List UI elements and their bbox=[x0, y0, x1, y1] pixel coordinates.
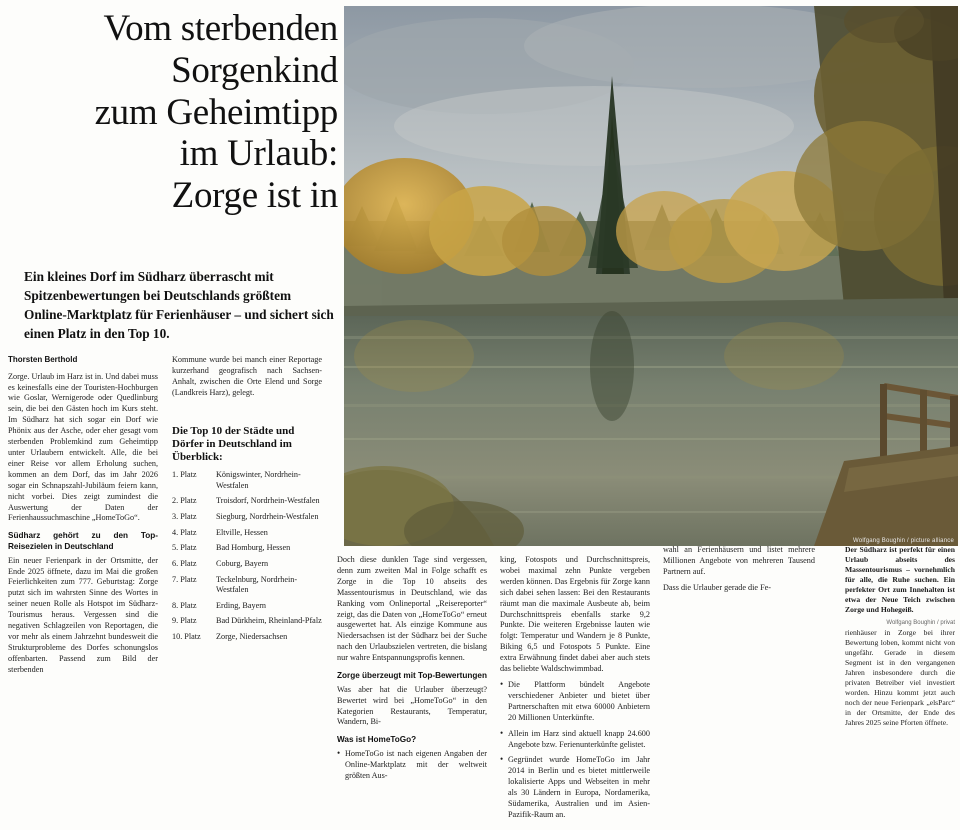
subheading: Zorge überzeugt mit Top-Bewertungen bbox=[337, 671, 487, 681]
headline-line-2: Sorgenkind bbox=[171, 49, 338, 91]
top10-place: Troisdorf, Nordrhein-Westfalen bbox=[216, 496, 320, 506]
top10-place: Siegburg, Nordrhein-Westfalen bbox=[216, 511, 319, 521]
list-item: • HomeToGo ist nach eigenen Angaben der Online-Marktplatz mit der weltweit größten Aus- bbox=[337, 749, 487, 782]
article-column-2 bbox=[172, 355, 322, 404]
article-column-5 bbox=[663, 545, 815, 599]
top10-place: Zorge, Niedersachsen bbox=[216, 632, 288, 642]
photo-credit: Wolfgang Boughin / picture alliance bbox=[853, 538, 954, 544]
top10-rank: 1. Platz bbox=[172, 469, 197, 479]
top10-box bbox=[172, 425, 322, 648]
list-item: • Die Plattform bündelt Angebote verschiedener Anbieter und bietet über Partnerschaften mit etwa 60000 Anbietern 20 Millionen Unterkünfte. bbox=[500, 680, 650, 724]
article-column-3 bbox=[337, 555, 487, 787]
top10-place: Bad Dürkheim, Rheinland-Pfalz bbox=[216, 616, 322, 626]
paragraph: Doch diese dunklen Tage sind vergessen, denn zum zweiten Mal in Folge schafft es Zorge in die Top 10 abseits des Massentourismus in Deutschland, wie das Ranking vom Onlineportal „Reisereporter“ zeigt, das die Daten von „HomeToGo“ erneut ausgewertet hat. Als einzige Kommune aus Niedersachsen ist der Südharz bei der Suche nach den Urlaubszielen vertreten, die bislang nur wahre Entspannungsprofis kennen. bbox=[337, 555, 487, 663]
top10-rank: 4. Platz bbox=[172, 527, 197, 537]
lead-photo bbox=[344, 6, 958, 546]
top10-rank: 9. Platz bbox=[172, 616, 197, 626]
infobox-bullets bbox=[337, 749, 487, 782]
headline-line-3: zum Geheimtipp bbox=[94, 91, 338, 133]
paragraph: Kommune wurde bei manch einer Reportage kurzerhand geografisch nach Sachsen-Anhalt, zwischen die Orte Elend und Sorge (Landkreis Harz), gelegt. bbox=[172, 355, 322, 397]
paragraph: Was aber hat die Urlauber überzeugt? Bewertet wird bei „HomeToGo“ in den Kategorien Restaurants, Temperatur, Wandern, Bi- bbox=[337, 684, 487, 727]
page-headline bbox=[8, 8, 338, 217]
article-column-1 bbox=[8, 355, 158, 681]
top10-rank: 5. Platz bbox=[172, 543, 197, 553]
infobox-heading: Was ist HomeToGo? bbox=[337, 735, 417, 745]
photo-caption: Der Südharz ist perfekt für einen Urlaub abseits des Massentourismus – vornehmlich für alle, die Ruhe suchen. Ein perfekter Ort zum Innehalten ist etwa der Neue Teich zwischen Zorge und Hohegeiß. bbox=[845, 545, 955, 615]
list-item: • Gegründet wurde HomeToGo im Jahr 2014 in Berlin und es bietet mittlerweile lokalisierte Apps und Webseiten in mehr als 30 Ländern in Europa, Nordamerika, Südamerika, Australien und im Asien-Pazifik-Raum an. bbox=[500, 755, 650, 820]
list-item bbox=[172, 601, 322, 612]
headline-line-4: im Urlaub: bbox=[179, 133, 338, 175]
list-item: • Allein im Harz sind aktuell knapp 24.600 Angebote bzw. Ferienunterkünfte gelistet. bbox=[500, 729, 650, 751]
headline-line-5: Zorge ist in bbox=[171, 175, 338, 217]
article-column-6 bbox=[845, 545, 955, 733]
top10-place: Coburg, Bayern bbox=[216, 558, 269, 568]
paragraph: wahl an Ferienhäusern und listet mehrere Millionen Angebote von mehreren Tausend Partnern auf. bbox=[663, 545, 815, 576]
standfirst: Ein kleines Dorf im Südharz überrascht mit Spitzenbewertungen bei Deutschlands größtem Online-Marktplatz für Ferienhäuser – und sichert sich einen Platz in den Top 10. bbox=[24, 269, 334, 341]
top10-rank: 2. Platz bbox=[172, 496, 197, 506]
list-item bbox=[172, 632, 322, 643]
top10-place: Eltville, Hessen bbox=[216, 527, 268, 537]
infobox-bullets-continued bbox=[500, 680, 650, 821]
byline: Thorsten Berthold bbox=[8, 355, 78, 364]
top10-rank: 6. Platz bbox=[172, 558, 197, 568]
list-item bbox=[172, 512, 322, 523]
top10-rank: 7. Platz bbox=[172, 574, 197, 584]
article-column-4 bbox=[500, 555, 650, 826]
paragraph: Ein neuer Ferienpark in der Ortsmitte, der Ende 2025 öffnete, dazu im Mai die großen Feierlichkeiten zum 777. Geburtstag: Zorge putzt sich im wahrsten Sinne des Wortes in seiner neuen Rolle als Hotspot im Südharz-Tourismus heraus. Vergessen sind die negativen Schlagzeilen von Reportagen, die vor mehr als einem Jahrzehnt bundesweit die Strukturprobleme des Dorfes schonungslos offenbarten. Passend zum Bild der sterbenden bbox=[8, 555, 158, 674]
list-item bbox=[172, 543, 322, 554]
paragraph: Dass die Urlauber gerade die Fe- bbox=[663, 582, 771, 592]
paragraph: Zorge. Urlaub im Harz ist in. Und dabei muss es keinesfalls eine der Touristen-Hochburgen wie Goslar, Wernigerode oder Quedlinburg sein, die bei den Gästen hoch im Kurs steht. Im Südharz hat sich sogar ein Dorf wie Phönix aus der Asche, oder eher gesagt vom sterbenden Problemkind zum Geheimtipp unter Urlaubern entwickelt. Alle, die bei einer Reise vor allem Erholung suchen, kommen an dem Dorf, das im Jahr 2026 sogar ein Schnapszahl-Jubiläum feiern kann, nicht vorbei. Dies zeigt zumindest die Auswertung der Daten der Ferienhaussuchmaschine „HomeToGo“. bbox=[8, 371, 158, 523]
top10-place: Erding, Bayern bbox=[216, 600, 267, 610]
top10-place: Bad Homburg, Hessen bbox=[216, 543, 291, 553]
subheading: Südharz gehört zu den Top-Reisezielen in Deutschland bbox=[8, 531, 158, 551]
list-item bbox=[172, 528, 322, 539]
list-item bbox=[172, 470, 322, 491]
list-item bbox=[172, 616, 322, 627]
top10-place: Königswinter, Nordrhein-Westfalen bbox=[216, 469, 301, 490]
top10-rank: 10. Platz bbox=[172, 632, 201, 642]
list-item bbox=[172, 559, 322, 570]
list-item bbox=[172, 575, 322, 596]
headline-line-1: Vom sterbenden bbox=[103, 8, 338, 49]
top10-rank: 3. Platz bbox=[172, 511, 197, 521]
top10-title: Die Top 10 der Städte und Dörfer in Deutschland im Überblick: bbox=[172, 425, 295, 463]
list-item bbox=[172, 496, 322, 507]
top10-list bbox=[172, 470, 322, 643]
top10-rank: 8. Platz bbox=[172, 600, 197, 610]
paragraph: rienhäuser in Zorge bei ihrer Bewertung loben, kommt nicht von ungefähr. Gerade in diesem Segment ist in den vergangenen Jahren insbesondere durch die privaten Betreiber viel investiert worden. Hinzu kommt jetzt auch noch der neue Ferienpark „elsParc“ in der Ortsmitte, der Ende des Jahres 2025 seine Pforten öffnete. bbox=[845, 628, 955, 728]
caption-credit: Wolfgang Boughin / privat bbox=[886, 620, 955, 627]
paragraph: king, Fotospots und Durchschnittspreis, wobei maximal zehn Punkte vergeben werden können. Das Ergebnis für Zorge kann sich dabei sehen lassen: Bei den Restaurants räumt man die maximale Ausbeute ab, beim Durchschnittspreis ebenfalls starke 9,2 Punkte. Die weiteren Ergebnisse lauten wie folgt: Temperatur und Wandern je 8 Punkte, Biking 6,5 und Fotospots 5 Punkte. Eine extra Erwähnung findet dabei aber auch stets das beliebte Waldschwimmbad. bbox=[500, 555, 650, 674]
top10-place: Teckelnburg, Nordrhein-Westfalen bbox=[216, 574, 298, 595]
